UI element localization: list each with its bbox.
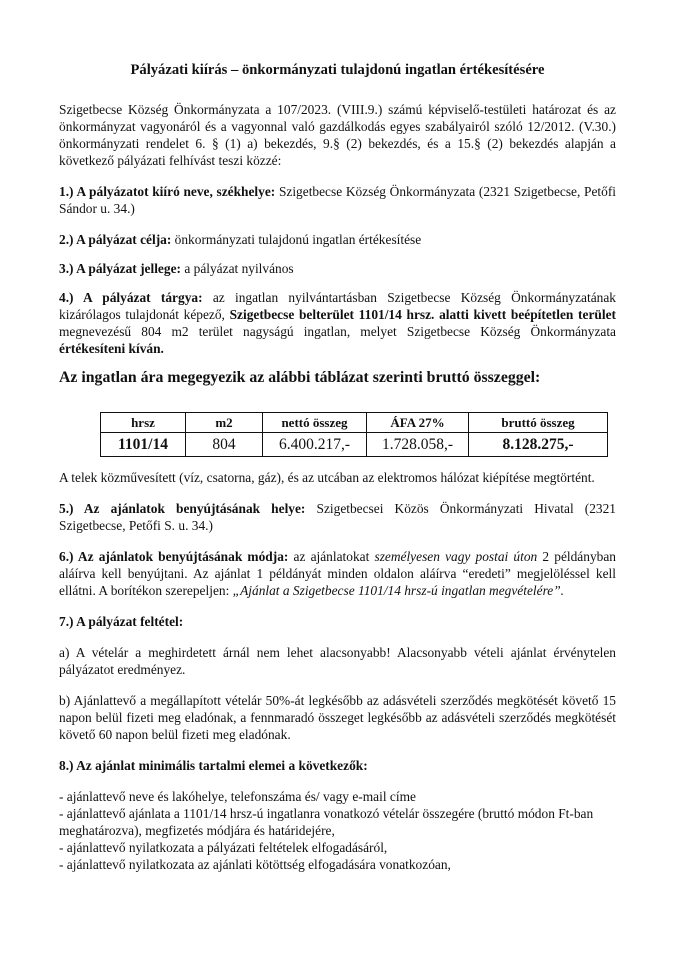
section-4-text-1: az ingatlan nyilvántartásban Szigetbecse Község Önkormányzatának kizárólagos tulajdonát képező, [59, 290, 616, 322]
price-header-hrsz: hrsz [101, 413, 186, 433]
section-4 [59, 289, 616, 357]
price-value-net: 6.400.217,- [263, 433, 367, 457]
section-1-label: 1.) A pályázatot kiíró neve, székhelye: [59, 184, 276, 199]
price-table-header-row [101, 413, 608, 433]
section-2 [59, 231, 616, 248]
price-heading: Az ingatlan ára megegyezik az alábbi táblázat szerinti bruttó összeggel: [59, 369, 541, 386]
section-3-label: 3.) A pályázat jellege: [59, 261, 181, 276]
section-4-text-2: megnevezésű 804 m2 terület nagyságú ingatlan, melyet Szigetbecse Község Önkormányzata [59, 324, 616, 339]
section-8-heading [59, 757, 616, 774]
section-2-label: 2.) A pályázat célja: [59, 232, 172, 247]
section-1-text: Szigetbecse Község Önkormányzata (2321 Szigetbecse, Petőfi Sándor u. 34.) [59, 184, 616, 216]
utilities-paragraph: A telek közművesített (víz, csatorna, gáz), és az utcában az elektromos hálózat kiépítése megtörtént. [59, 470, 595, 485]
section-5-text: Szigetbecsei Közös Önkormányzati Hivatal (2321 Szigetbecse, Petőfi S. u. 34.) [59, 501, 617, 533]
section-5 [59, 500, 616, 534]
section-3 [59, 260, 616, 277]
section-6-envelope-text: „Ajánlat a Szigetbecse 1101/14 hrsz-ú ingatlan megvételére”. [232, 583, 565, 598]
section-4-property: Szigetbecse belterület 1101/14 hrsz. alatti kivett beépítetlen terület [229, 307, 616, 322]
section-5-label: 5.) Az ajánlatok benyújtásának helye: [59, 501, 306, 516]
section-8-list [59, 788, 616, 873]
section-7-b: b) Ajánlattevő a megállapított vételár 50%-át legkésőbb az adásvételi szerződés megkötését követő 15 napon belül fizeti meg eladónak, a fennmaradó összeget legkésőbb az adásvételi szerződés megkötését követő 60 napon belül fizeti meg eladónak. [59, 693, 616, 742]
section-6-delivery-mode: személyesen vagy postai úton [374, 549, 538, 564]
section-4-intent: értékesíteni kíván. [59, 341, 164, 356]
section-1 [59, 183, 616, 217]
price-header-gross: bruttó összeg [469, 413, 608, 433]
section-4-label: 4.) A pályázat tárgya: [59, 290, 203, 305]
list-item: - ajánlattevő ajánlata a 1101/14 hrsz-ú ingatlanra vonatkozó vételár összegére (bruttó módon Ft-ban meghatározva), megfizetés módjára és határidejére, [59, 806, 594, 838]
document-title: Pályázati kiírás – önkormányzati tulajdonú ingatlan értékesítésére [130, 62, 545, 78]
price-value-gross: 8.128.275,- [469, 433, 608, 457]
section-6-text-2: 2 példányban aláírva kell benyújtani. Az ajánlat 1 példányát minden oldalon aláírva “eredeti” megjelöléssel kell ellátni. A borítékon szerepeljen: [59, 549, 616, 598]
section-3-text: a pályázat nyilvános [180, 261, 294, 276]
section-6-label: 6.) Az ajánlatok benyújtásának módja: [59, 549, 289, 564]
price-value-vat: 1.728.058,- [367, 433, 469, 457]
price-value-hrsz: 1101/14 [101, 433, 186, 457]
section-8-label: 8.) Az ajánlat minimális tartalmi elemei a következők: [59, 758, 368, 773]
list-item: - ajánlattevő nyilatkozata a pályázati feltételek elfogadásáról, [59, 840, 388, 855]
price-value-m2: 804 [186, 433, 263, 457]
price-header-vat: ÁFA 27% [367, 413, 469, 433]
price-header-m2: m2 [186, 413, 263, 433]
section-6-text-1: az ajánlatokat [288, 549, 375, 564]
list-item: - ajánlattevő neve és lakóhelye, telefonszáma és/ vagy e-mail címe [59, 789, 416, 804]
price-header-net: nettó összeg [263, 413, 367, 433]
section-7-a: a) A vételár a meghirdetett árnál nem lehet alacsonyabb! Alacsonyabb vételi ajánlat érvénytelen pályázatot eredményez. [59, 645, 616, 677]
list-item: - ajánlattevő nyilatkozata az ajánlati kötöttség elfogadására vonatkozóan, [59, 857, 451, 872]
price-table [100, 412, 608, 457]
section-6 [59, 548, 616, 599]
section-7-heading [59, 613, 616, 630]
price-table-value-row [101, 433, 608, 457]
section-7-label: 7.) A pályázat feltétel: [59, 614, 184, 629]
section-2-text: önkormányzati tulajdonú ingatlan értékesítése [171, 232, 422, 247]
intro-paragraph: Szigetbecse Község Önkormányzata a 107/2023. (VIII.9.) számú képviselő-testületi határozat és az önkormányzat vagyonáról és a vagyonnal való gazdálkodás egyes szabályairól szóló 12/2012. (V.30.) önkormányzati rendelet 6. § (1) a) bekezdés, 9.§ (2) bekezdés, és a 15.§ (2) bekezdés alapján a következő pályázati felhívást teszi közzé: [59, 102, 616, 168]
